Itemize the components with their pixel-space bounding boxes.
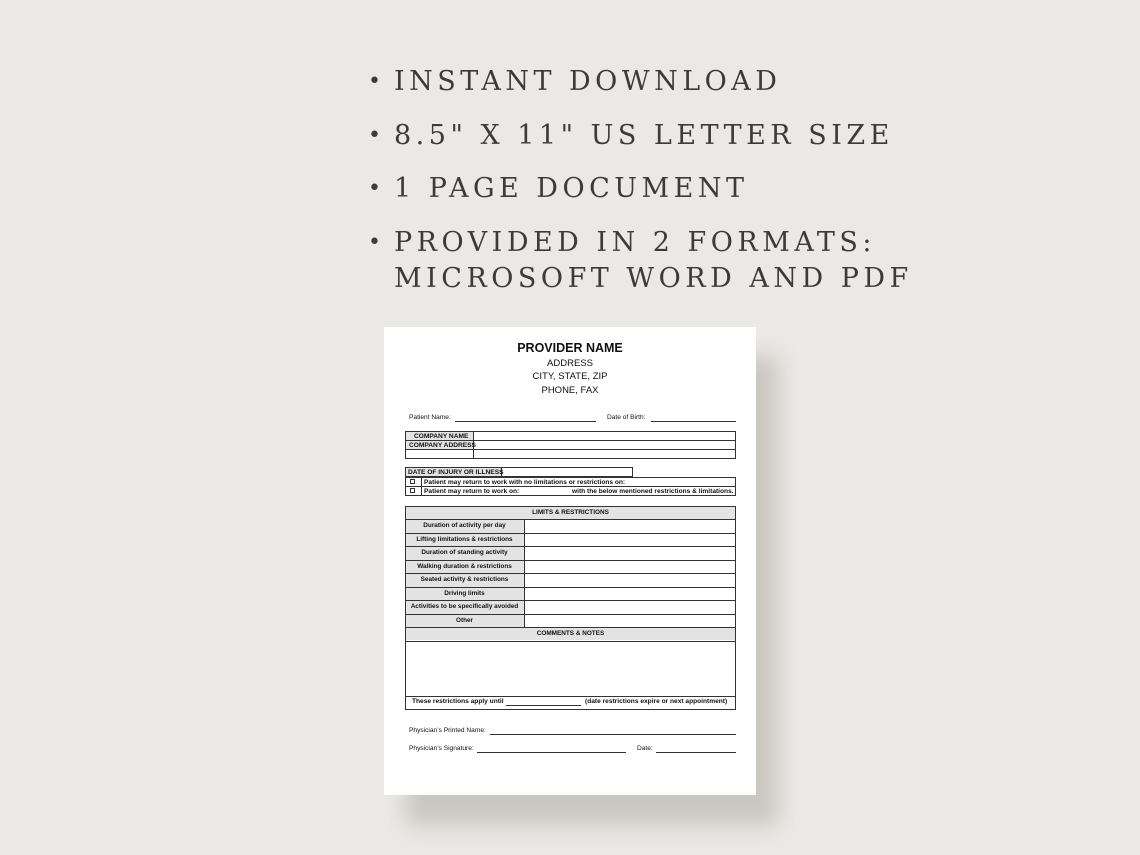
provider-name: PROVIDER NAME <box>517 341 623 355</box>
company-name-field[interactable] <box>474 432 735 440</box>
bullet: • <box>368 176 381 201</box>
limits-row-label: Other <box>455 616 474 624</box>
feature-text-line2: MICROSOFT WORD AND PDF <box>394 263 913 294</box>
date-field[interactable] <box>656 752 736 753</box>
comments-header: COMMENTS & NOTES <box>536 630 605 637</box>
limits-row-label: Seated activity & restrictions <box>420 576 509 583</box>
provider-address: ADDRESS <box>547 358 593 369</box>
limits-row-value[interactable] <box>525 561 735 573</box>
date-label: Date: <box>637 745 653 752</box>
signature-field[interactable] <box>477 752 626 753</box>
feature-item <box>368 171 1128 208</box>
apply-until-note: (date restrictions expire or next appointment) <box>585 698 728 705</box>
limits-row-value[interactable] <box>525 547 735 559</box>
dob-label: Date of Birth: <box>607 414 646 421</box>
printed-name-label: Physician’s Printed Name: <box>409 727 486 734</box>
limits-row-label: Lifting limitations & restrictions <box>416 535 513 543</box>
bullet: • <box>368 122 381 148</box>
limits-row-label: Duration of activity per day <box>423 522 506 529</box>
limits-row-label: Duration of standing activity <box>421 549 508 556</box>
feature-item <box>368 118 1128 155</box>
feature-text: 1 PAGE DOCUMENT <box>394 173 749 204</box>
limits-header: LIMITS & RESTRICTIONS <box>532 509 609 516</box>
patient-name-label: Patient Name: <box>409 414 451 421</box>
divider <box>405 696 736 697</box>
company-name-label: COMPANY NAME <box>414 433 469 440</box>
limits-row-label: Walking duration & restrictions <box>417 562 512 570</box>
feature-text: INSTANT DOWNLOAD <box>394 66 782 97</box>
signature-label: Physician’s Signature: <box>409 745 474 752</box>
date-of-injury-field[interactable] <box>502 468 632 476</box>
divider <box>405 486 736 487</box>
bullet: • <box>368 229 381 255</box>
limits-row-label: Activities to be specifically avoided <box>410 603 519 610</box>
limits-row-value[interactable] <box>525 615 735 627</box>
option-with-limits-a: Patient may return to work on: <box>424 488 520 495</box>
option-with-limits-b: with the below mentioned restrictions & limitations. <box>572 488 734 495</box>
bullet: • <box>368 69 381 94</box>
limits-row-value[interactable] <box>525 574 735 586</box>
printed-name-field[interactable] <box>490 734 736 735</box>
limits-row-value[interactable] <box>525 520 735 532</box>
dob-field[interactable] <box>651 421 736 422</box>
provider-phone-fax: PHONE, FAX <box>541 385 599 396</box>
company-address-label: COMPANY ADDRESS <box>409 442 476 449</box>
feature-text: PROVIDED IN 2 FORMATS: <box>394 226 877 258</box>
apply-until-field[interactable] <box>506 705 581 706</box>
apply-until-label: These restrictions apply until <box>412 698 504 705</box>
document-page <box>384 327 756 795</box>
limits-row-value[interactable] <box>525 601 735 613</box>
limits-row-value[interactable] <box>525 534 735 546</box>
divider <box>421 477 422 496</box>
limits-row-label: Driving limits <box>444 589 485 597</box>
with-limits-checkbox[interactable] <box>410 488 415 493</box>
date-of-injury-label: DATE OF INJURY OR ILLNESS <box>408 469 504 476</box>
feature-item <box>368 225 1128 298</box>
document-preview <box>384 327 756 795</box>
no-limits-checkbox[interactable] <box>410 479 415 484</box>
provider-city-state-zip: CITY, STATE, ZIP <box>532 371 608 382</box>
patient-name-field[interactable] <box>455 421 596 422</box>
comments-field[interactable] <box>406 641 735 695</box>
feature-text: 8.5" X 11" US LETTER SIZE <box>394 119 894 151</box>
option-no-limits: Patient may return to work with no limitations or restrictions on: <box>424 479 626 486</box>
feature-list <box>368 64 1128 315</box>
company-address-field[interactable] <box>474 441 735 458</box>
feature-item <box>368 64 1128 101</box>
limits-row-value[interactable] <box>525 588 735 600</box>
